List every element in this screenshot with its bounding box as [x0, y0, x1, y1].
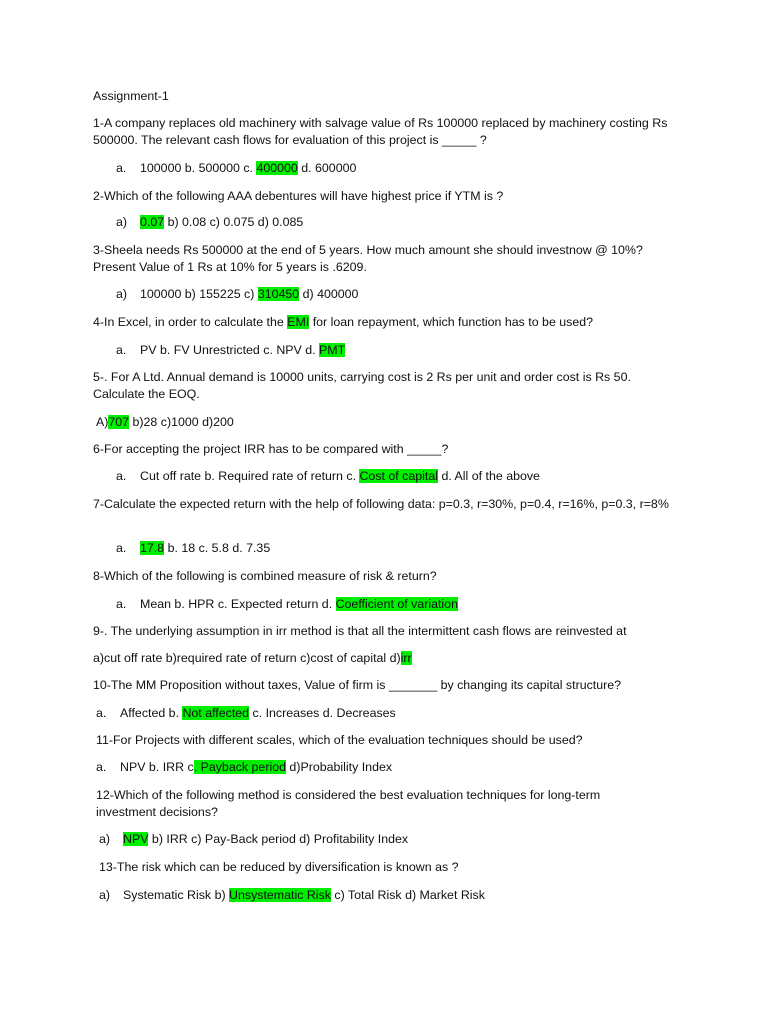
answer-5 — [96, 414, 234, 431]
highlighted-answer: . Payback period — [193, 760, 286, 774]
highlighted-answer: 0.07 — [140, 215, 165, 229]
answer-text: c. Increases d. Decreases — [249, 706, 396, 720]
question-11: 11-For Projects with different scales, which of the evaluation techniques should be used? — [96, 733, 583, 747]
answer-7 — [116, 540, 270, 557]
answer-marker: a. — [116, 541, 127, 555]
question-7: 7-Calculate the expected return with the help of following data: p=0.3, r=30%, p=0.4, r=16%, p=0.3, r=8% — [93, 497, 669, 511]
answer-12 — [99, 831, 408, 848]
answer-text: Systematic Risk b) — [123, 888, 230, 902]
question-6: 6-For accepting the project IRR has to be compared with _____? — [93, 442, 449, 456]
answer-marker: a) — [116, 287, 128, 301]
answer-9 — [93, 650, 412, 667]
question-5: 5-. For A Ltd. Annual demand is 10000 units, carrying cost is 2 Rs per unit and order cost is Rs 50. Calculate the EOQ. — [93, 370, 631, 401]
highlighted-answer: 310450 — [257, 287, 300, 301]
answer-marker: a. — [116, 469, 127, 483]
highlighted-answer: irr — [400, 651, 412, 665]
answer-11 — [96, 759, 392, 776]
answer-text: 100000 b. 500000 c. — [140, 161, 257, 175]
answer-text: Affected b. — [120, 706, 183, 720]
answer-13 — [99, 887, 485, 904]
question-8: 8-Which of the following is combined measure of risk & return? — [93, 569, 437, 583]
answer-2 — [116, 214, 303, 231]
question-13: 13-The risk which can be reduced by diversification is known as ? — [99, 860, 459, 874]
highlighted-answer: Coefficient of variation — [335, 597, 458, 611]
answer-marker: a. — [116, 597, 127, 611]
answer-text: b) IRR c) Pay-Back period d) Profitability Index — [148, 832, 409, 846]
answer-3 — [116, 286, 358, 303]
answer-marker: a) — [99, 832, 111, 846]
highlighted-answer: 400000 — [256, 161, 298, 175]
answer-text: c) Total Risk d) Market Risk — [330, 888, 485, 902]
answer-marker: a. — [116, 161, 127, 175]
answer-marker: a) — [99, 888, 111, 902]
answer-text: b. 18 c. 5.8 d. 7.35 — [164, 541, 271, 555]
answer-marker: a) — [116, 215, 128, 229]
answer-1 — [116, 160, 356, 177]
answer-text: A) — [96, 415, 109, 429]
highlighted-answer: 17.8 — [140, 541, 165, 555]
answer-marker: a. — [96, 706, 107, 720]
answer-text: d) 400000 — [299, 287, 359, 301]
answer-text: d. 600000 — [297, 161, 357, 175]
answer-marker: a. — [116, 343, 127, 357]
answer-text: Cut off rate b. Required rate of return c. — [140, 469, 360, 483]
page-title: Assignment-1 — [93, 89, 169, 103]
answer-6 — [116, 468, 540, 485]
highlighted-answer: Cost of capital — [359, 469, 438, 483]
answer-marker: a. — [96, 760, 107, 774]
answer-text: NPV b. IRR c — [120, 760, 194, 774]
highlighted-answer: Not affected — [182, 706, 250, 720]
answer-text: a)cut off rate b)required rate of return c)cost of capital d) — [93, 651, 401, 665]
answer-text: b)28 c)1000 d)200 — [129, 415, 234, 429]
question-3: 3-Sheela needs Rs 500000 at the end of 5 years. How much amount she should investnow @ 10%? Present Value of 1 Rs at 10% for 5 years is .6209. — [93, 243, 643, 274]
highlighted-answer: NPV — [123, 832, 149, 846]
question-text: for loan repayment, which function has to be used? — [309, 315, 594, 329]
question-4 — [93, 314, 593, 331]
question-text: 4-In Excel, in order to calculate the — [93, 315, 288, 329]
answer-text: PV b. FV Unrestricted c. NPV d. — [140, 343, 320, 357]
answer-text: d)Probability Index — [285, 760, 393, 774]
answer-8 — [116, 596, 458, 613]
highlighted-answer: Unsystematic Risk — [229, 888, 331, 902]
highlighted-term: EMI — [287, 315, 310, 329]
question-10: 10-The MM Proposition without taxes, Value of firm is _______ by changing its capital structure? — [93, 678, 622, 692]
question-2: 2-Which of the following AAA debentures will have highest price if YTM is ? — [93, 189, 504, 203]
answer-text: 100000 b) 155225 c) — [140, 287, 258, 301]
answer-text: b) 0.08 c) 0.075 d) 0.085 — [164, 215, 304, 229]
question-12: 12-Which of the following method is considered the best evaluation techniques for long-term investment decisions? — [96, 788, 601, 819]
answer-4 — [116, 342, 345, 359]
question-1: 1-A company replaces old machinery with salvage value of Rs 100000 replaced by machinery costing Rs 500000. The relevant cash flows for evaluation of this project is _____ ? — [93, 116, 668, 147]
highlighted-answer: PMT — [319, 343, 346, 357]
question-9: 9-. The underlying assumption in irr method is that all the intermittent cash flows are reinvested at — [93, 624, 627, 638]
answer-text: d. All of the above — [438, 469, 540, 483]
answer-10 — [96, 705, 396, 722]
highlighted-answer: 707 — [108, 415, 130, 429]
answer-text: Mean b. HPR c. Expected return d. — [140, 597, 336, 611]
